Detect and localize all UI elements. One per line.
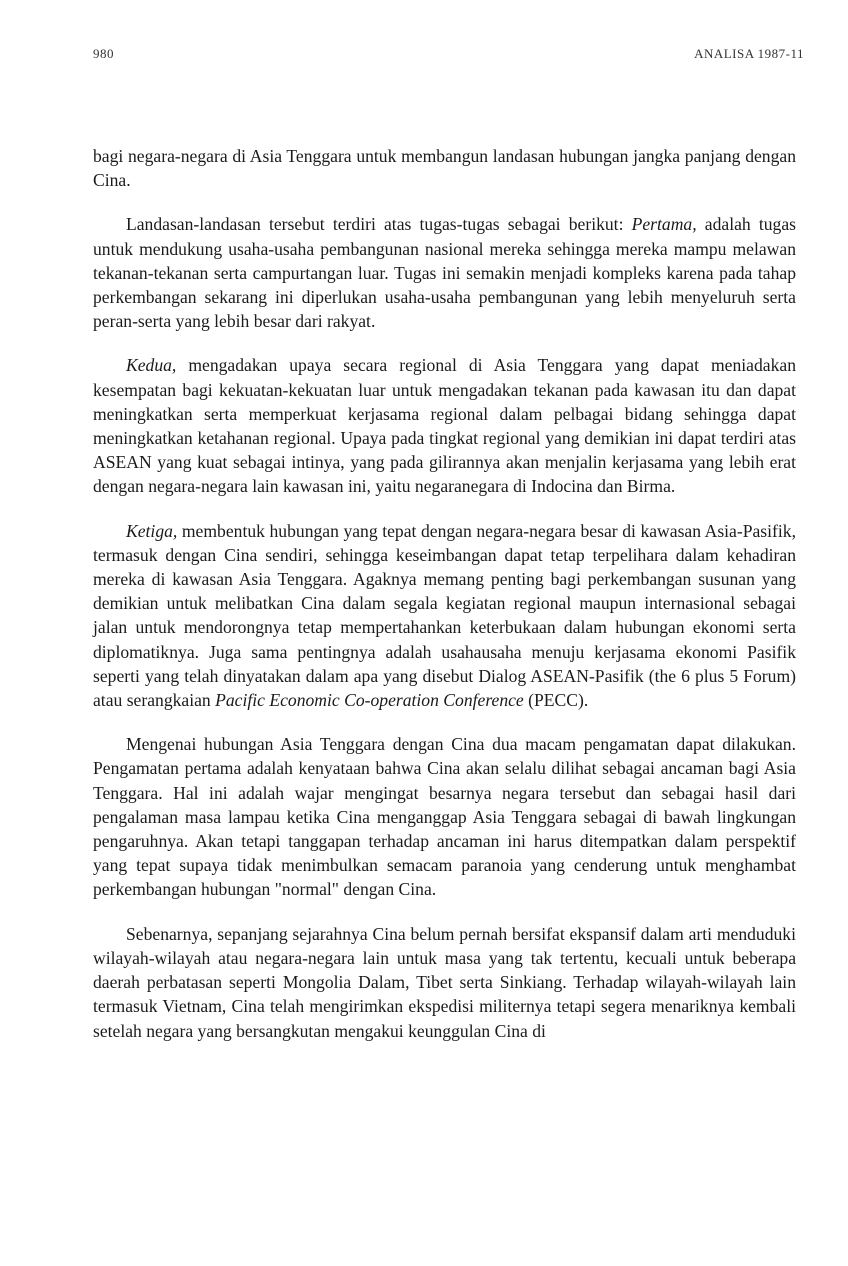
- paragraph-6-text: Sebenarnya, sepanjang sejarahnya Cina belum pernah bersifat ekspansif dalam arti menduduki wilayah-wilayah atau negara-negara lain untuk masa yang tak tertentu, kecuali untuk beberapa daerah perbatasan seperti Mongolia Dalam, Tibet serta Sinkiang. Terhadap wilayah-wilayah lain termasuk Vietnam, Cina telah mengirimkan ekspedisi militernya tetapi segera menariknya kembali setelah negara yang bersangkutan mengakui keunggulan Cina di: [93, 923, 796, 1041]
- paragraph-3-emphasis: Kedua,: [126, 355, 177, 376]
- paragraph-3-text: mengadakan upaya secara regional di Asia Tenggara yang dapat meniadakan kesempatan bagi kekuatan-kekuatan luar untuk mengadakan tekanan pada kawasan itu dan dapat meningkatkan serta memperkuat kerjasama regional dalam pelbagai bidang sehingga dapat meningkatkan ketahanan regional. Upaya pada tingkat regional yang demikian ini dapat terdiri atas ASEAN yang kuat sebagai intinya, yang pada gilirannya akan menjalin kerjasama yang lebih erat dengan negara-negara lain kawasan ini, yaitu negaranegara di Indocina dan Birma.: [93, 355, 796, 497]
- paragraph-4-emphasis-2: Pacific Economic Co-operation Conference: [215, 690, 524, 711]
- paragraph-2-text-a: Landasan-landasan tersebut terdiri atas tugas-tugas sebagai berikut:: [126, 214, 632, 235]
- body-text: [93, 144, 796, 1063]
- paragraph-6: [93, 922, 796, 1043]
- page-header: [93, 46, 804, 62]
- paragraph-2-text-b: adalah tugas untuk mendukung usaha-usaha pembangunan nasional mereka sehingga mereka mampu melawan tekanan-tekanan serta campurtangan luar. Tugas ini semakin menjadi kompleks karena pada tahap perkembangan sekarang ini diperlukan usaha-usaha pembangunan yang lebih menyeluruh serta peran-serta yang lebih besar dari rakyat.: [93, 214, 796, 332]
- page-number: 980: [93, 46, 114, 61]
- journal-title: ANALISA 1987-11: [694, 46, 804, 61]
- paragraph-3: [93, 353, 796, 498]
- paragraph-4-text-c: (PECC).: [523, 690, 589, 711]
- paragraph-5-text: Mengenai hubungan Asia Tenggara dengan Cina dua macam pengamatan dapat dilakukan. Pengamatan pertama adalah kenyataan bahwa Cina akan selalu dilihat sebagai ancaman bagi Asia Tenggara. Hal ini adalah wajar mengingat besarnya negara tersebut dan sebagai hasil dari pengalaman masa lampau ketika Cina menganggap Asia Tenggara sebagai di bawah lingkungan pengaruhnya. Akan tetapi tanggapan terhadap ancaman ini harus ditempatkan dalam perspektif yang tepat supaya tidak menimbulkan semacam paranoia yang cenderung untuk menghambat perkembangan hubungan "normal" dengan Cina.: [93, 734, 796, 900]
- paragraph-1: [93, 144, 796, 192]
- paragraph-4-text-b: membentuk hubungan yang tepat dengan negara-negara besar di kawasan Asia-Pasifik, termasuk dengan Cina sendiri, sehingga keseimbangan dapat tetap terpelihara dalam kehadiran mereka di kawasan Asia Tenggara. Agaknya memang penting bagi perkembangan susunan yang demikian untuk melibatkan Cina dalam segala kegiatan regional maupun internasional sebagai jalan untuk mendorongnya tetap mempertahankan keterbukaan dalam hubungan ekonomi serta diplomatiknya. Juga sama pentingnya adalah usahausaha menuju kerjasama ekonomi Pasifik seperti yang telah dinyatakan dalam apa yang disebut Dialog ASEAN-Pasifik (the 6 plus 5 Forum) atau serangkaian: [93, 520, 796, 711]
- paragraph-4: [93, 519, 796, 713]
- paragraph-5: [93, 732, 796, 901]
- paragraph-1-text: bagi negara-negara di Asia Tenggara untuk membangun landasan hubungan jangka panjang dengan Cina.: [93, 146, 796, 191]
- paragraph-2-emphasis: Pertama,: [631, 214, 697, 235]
- paragraph-4-emphasis: Ketiga,: [126, 520, 178, 541]
- paragraph-2: [93, 212, 796, 333]
